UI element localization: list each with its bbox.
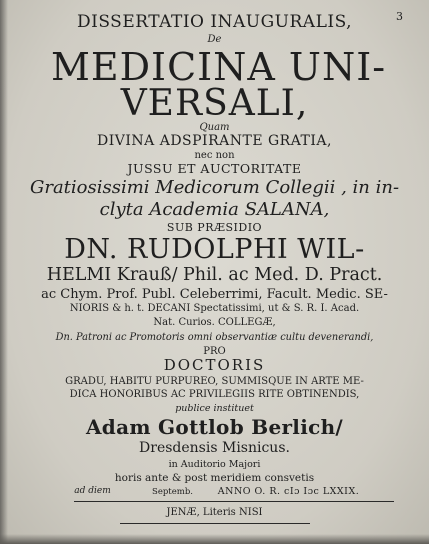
praeses-name-line-2: HELMI Krauß/ Phil. ac Med. D. Pract. xyxy=(46,265,383,285)
candidate-origin: Dresdensis Misnicus. xyxy=(139,440,290,456)
horis-line: horis ante & post meridiem consvetis xyxy=(114,472,315,484)
divina-line: DIVINA ADSPIRANTE GRATIA, xyxy=(97,133,332,149)
anno-date: ANNO O. R. cIɔ Iɔc LXXIX. xyxy=(217,486,360,497)
praeses-titles-line-1: ac Chym. Prof. Publ. Celeberrimi, Facult. Medic. SE- xyxy=(41,287,388,302)
september-label: Septemb. xyxy=(152,487,193,497)
nec-non-label: nec non xyxy=(194,150,235,161)
imprint-line: JENÆ, Literis NISI xyxy=(166,507,263,518)
praeses-name-line-1: DN. RUDOLPHI WIL- xyxy=(64,234,365,265)
praeses-titles-line-3: Nat. Curios. COLLEGÆ, xyxy=(153,317,276,328)
sub-praesidio: SUB PRÆSIDIO xyxy=(166,221,263,234)
collegium-line-1: Gratiosissimi Medicorum Collegii , in in- xyxy=(29,177,400,198)
jussu-line: JUSSU ET AUCTORITATE xyxy=(127,161,302,176)
patroni-line: Dn. Patroni ac Promotoris omni observantiæ cultu devenerandi, xyxy=(55,332,374,343)
main-title-line-1: MEDICINA UNI- xyxy=(50,45,387,89)
imprint-rule-bottom xyxy=(120,523,310,524)
page-number: 3 xyxy=(396,10,403,23)
doctoris-label: DOCTORIS xyxy=(163,356,266,374)
imprint-rule-top xyxy=(74,501,394,502)
scan-bottom-shadow xyxy=(0,534,429,544)
pro-label: PRO xyxy=(203,346,226,357)
gradu-line-1: GRADU, HABITU PURPUREO, SUMMISQUE IN ARTE ME- xyxy=(65,376,364,387)
dissertation-heading: DISSERTATIO INAUGURALIS, xyxy=(76,12,353,32)
ad-diem-label: ad diem xyxy=(74,486,111,496)
collegium-line-2: clyta Academia SALANA, xyxy=(99,199,330,220)
main-title-line-2: VERSALI, xyxy=(120,83,309,124)
quam-label: Quam xyxy=(199,122,230,133)
auditorio-line: in Auditorio Majori xyxy=(168,459,261,470)
preposition-de: De xyxy=(207,34,222,45)
publice-instituet: publice instituet xyxy=(175,403,254,414)
praeses-titles-line-2: NIORIS & h. t. DECANI Spectatissimi, ut & S. R. I. Acad. xyxy=(69,303,360,314)
candidate-name: Adam Gottlob Berlich/ xyxy=(85,415,344,439)
gradu-line-2: DICA HONORIBUS AC PRIVILEGIIS RITE OBTINENDIS, xyxy=(69,389,360,400)
